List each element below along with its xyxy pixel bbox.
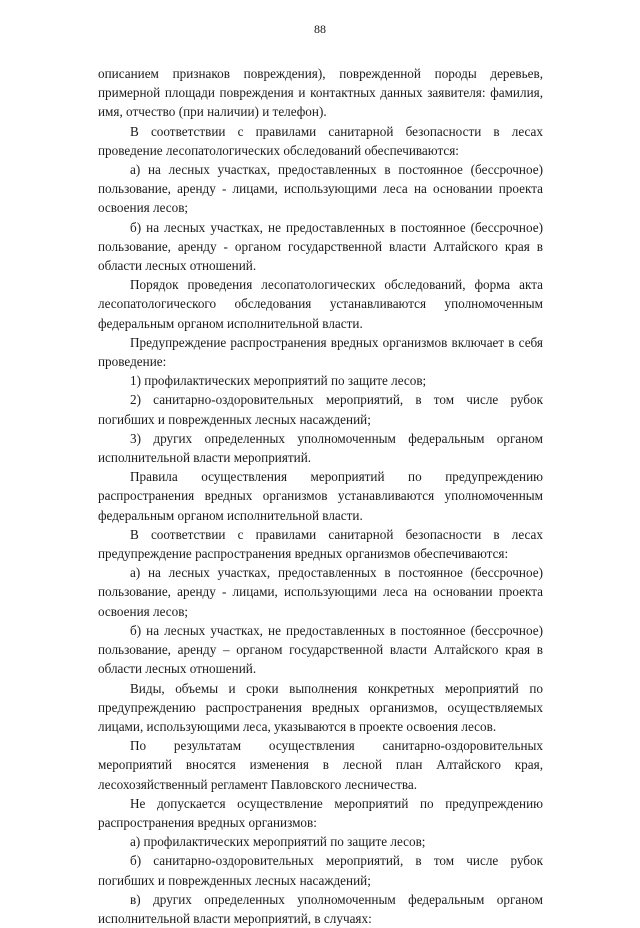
paragraph: Порядок проведения лесопатологических обследований, форма акта лесопатологического обследования устанавливаются уполномоченным федеральным органом исполнительной власти. [98,277,543,331]
paragraph: 2) санитарно-оздоровительных мероприятий, в том числе рубок погибших и поврежденных лесных насаждений; [98,392,543,427]
paragraph: а) на лесных участках, предоставленных в постоянное (бессрочное) пользование, аренду - лицами, использующими леса на основании проекта освоения лесов; [98,162,543,216]
paragraph: б) на лесных участках, не предоставленных в постоянное (бессрочное) пользование, аренду – органом государственной власти Алтайского края в области лесных отношений. [98,622,543,677]
paragraph: Виды, объемы и сроки выполнения конкретных мероприятий по предупреждению распространения вредных организмов, осуществляемых лицами, использующими леса, указываются в проекте освоения лесов. [98,680,543,734]
document-body [98,64,543,928]
paragraph: 1) профилактических мероприятий по защите лесов; [130,373,427,389]
paragraph: а) на лесных участках, предоставленных в постоянное (бессрочное) пользование, аренду - лицами, использующими леса на основании проекта освоения лесов; [98,565,543,619]
paragraph: В соответствии с правилами санитарной безопасности в лесах предупреждение распространения вредных организмов обеспечиваются: [98,526,543,562]
paragraph: б) на лесных участках, не предоставленных в постоянное (бессрочное) пользование, аренду - органом государственной власти Алтайского края в области лесных отношений. [98,219,543,274]
paragraph: описанием признаков повреждения), поврежденной породы деревьев, примерной площади повреждения и контактных данных заявителя: фамилия, имя, отчество (при наличии) и телефон). [98,66,543,120]
paragraph: б) санитарно-оздоровительных мероприятий, в том числе рубок погибших и поврежденных лесных насаждений; [98,853,543,888]
paragraph: 3) других определенных уполномоченным федеральным органом исполнительной власти мероприятий. [98,430,543,466]
paragraph: В соответствии с правилами санитарной безопасности в лесах проведение лесопатологических обследований обеспечиваются: [98,123,543,158]
paragraph: По результатам осуществления санитарно-оздоровительных мероприятий вносятся изменения в лесной план Алтайского края, лесохозяйственный регламент Павловского лесничества. [98,738,543,792]
paragraph: Предупреждение распространения вредных организмов включает в себя проведение: [98,334,543,370]
paragraph: Правила осуществления мероприятий по предупреждению распространения вредных организмов устанавливаются уполномоченным федеральным органом исполнительной власти. [98,469,543,523]
paragraph: Не допускается осуществление мероприятий по предупреждению распространения вредных организмов: [98,795,543,830]
page-number: 88 [314,22,326,36]
paragraph: в) других определенных уполномоченным федеральным органом исполнительной власти мероприятий, в случаях: [98,891,543,926]
paragraph: а) профилактических мероприятий по защите лесов; [130,834,426,850]
